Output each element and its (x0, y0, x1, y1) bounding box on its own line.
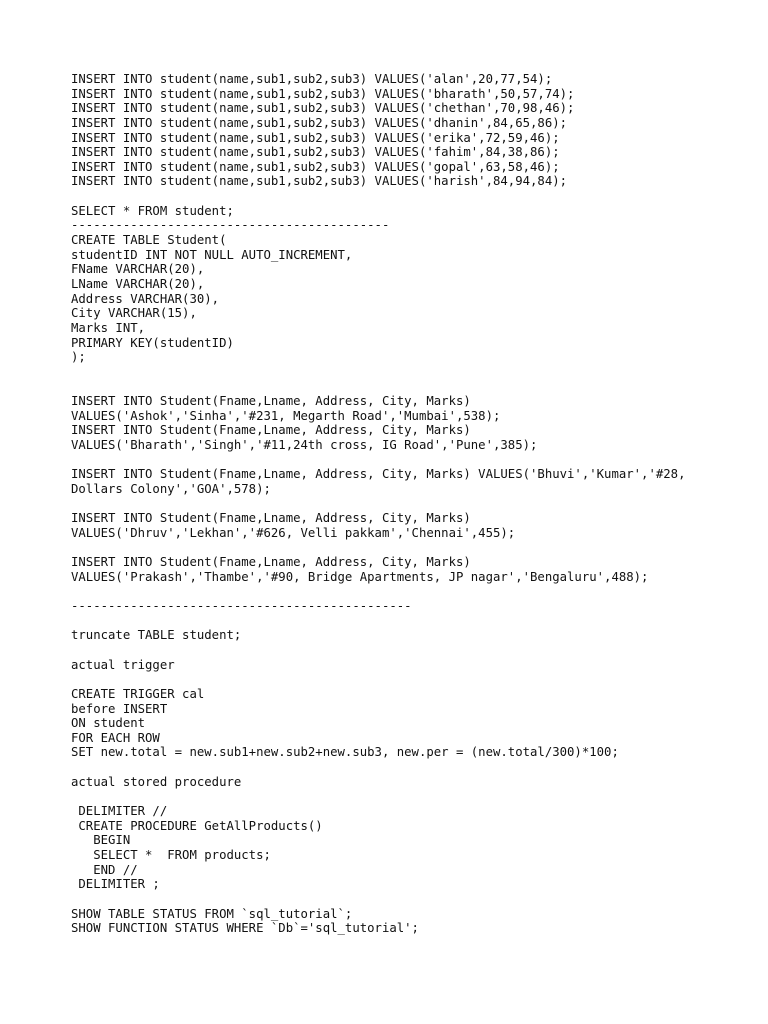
code-line: INSERT INTO student(name,sub1,sub2,sub3) VALUES('dhanin',84,65,86); (71, 115, 568, 130)
code-line: FName VARCHAR(20), (71, 262, 205, 277)
code-line: City VARCHAR(15), (71, 306, 197, 321)
code-line: INSERT INTO Student(Fname,Lname, Address, City, Marks) (71, 555, 471, 570)
code-line: INSERT INTO student(name,sub1,sub2,sub3) VALUES('harish',84,94,84); (71, 174, 568, 189)
code-line: ON student (71, 716, 146, 731)
code-line: before INSERT (71, 701, 168, 716)
code-line: VALUES('Dhruv','Lekhan','#626, Velli pakkam','Chennai',455); (71, 525, 516, 540)
code-line: Dollars Colony','GOA',578); (71, 481, 271, 496)
blank-line (71, 789, 751, 804)
code-line: ---------------------------------------------- (71, 599, 412, 614)
code-line: LName VARCHAR(20), (71, 276, 205, 291)
code-line: actual stored procedure (71, 774, 242, 789)
code-line: Marks INT, (71, 320, 146, 335)
blank-line (71, 497, 751, 512)
code-line: SET new.total = new.sub1+new.sub2+new.sub3, new.per = (new.total/300)*100; (71, 745, 619, 760)
code-line: DELIMITER // (71, 804, 168, 819)
code-line: INSERT INTO Student(Fname,Lname, Address, City, Marks) VALUES('Bhuvi','Kumar','#28, (71, 467, 686, 482)
code-line: truncate TABLE student; (71, 628, 242, 643)
code-line: INSERT INTO Student(Fname,Lname, Address, City, Marks) (71, 423, 471, 438)
code-line: INSERT INTO student(name,sub1,sub2,sub3) VALUES('erika',72,59,46); (71, 130, 560, 145)
code-line: FOR EACH ROW (71, 730, 160, 745)
code-line: CREATE TABLE Student( (71, 233, 227, 248)
blank-line (71, 453, 751, 468)
code-line: VALUES('Ashok','Sinha','#231, Megarth Road','Mumbai',538); (71, 408, 501, 423)
code-line: Address VARCHAR(30), (71, 291, 220, 306)
code-line: SHOW TABLE STATUS FROM `sql_tutorial`; (71, 906, 353, 921)
code-line: studentID INT NOT NULL AUTO_INCREMENT, (71, 247, 353, 262)
code-line: VALUES('Bharath','Singh','#11,24th cross, IG Road','Pune',385); (71, 438, 538, 453)
code-line: INSERT INTO student(name,sub1,sub2,sub3) VALUES('gopal',63,58,46); (71, 159, 560, 174)
code-line: CREATE PROCEDURE GetAllProducts() (71, 818, 323, 833)
blank-line (71, 365, 751, 380)
blank-line (71, 541, 751, 556)
blank-line (71, 672, 751, 687)
code-line: SELECT * FROM student; (71, 203, 234, 218)
code-line: INSERT INTO student(name,sub1,sub2,sub3) VALUES('bharath',50,57,74); (71, 86, 575, 101)
code-line: SELECT * FROM products; (71, 847, 271, 862)
code-line: INSERT INTO Student(Fname,Lname, Address, City, Marks) (71, 394, 471, 409)
code-line: SHOW FUNCTION STATUS WHERE `Db`='sql_tutorial'; (71, 921, 419, 936)
code-line: ------------------------------------------- (71, 218, 390, 233)
code-line: VALUES('Prakash','Thambe','#90, Bridge Apartments, JP nagar','Bengaluru',488); (71, 569, 649, 584)
blank-line (71, 584, 751, 599)
code-line: CREATE TRIGGER cal (71, 686, 205, 701)
blank-line (71, 643, 751, 658)
code-line: INSERT INTO Student(Fname,Lname, Address, City, Marks) (71, 511, 471, 526)
blank-line (71, 614, 751, 629)
code-line: INSERT INTO student(name,sub1,sub2,sub3) VALUES('fahim',84,38,86); (71, 145, 560, 160)
blank-line (71, 189, 751, 204)
blank-line (71, 892, 751, 907)
code-line: INSERT INTO student(name,sub1,sub2,sub3) VALUES('chethan',70,98,46); (71, 101, 575, 116)
code-line: INSERT INTO student(name,sub1,sub2,sub3) VALUES('alan',20,77,54); (71, 72, 553, 86)
code-line: PRIMARY KEY(studentID) (71, 335, 234, 350)
code-line: ); (71, 350, 86, 365)
code-line: actual trigger (71, 657, 175, 672)
document-page (71, 72, 751, 936)
code-line: DELIMITER ; (71, 877, 160, 892)
code-line: BEGIN (71, 833, 131, 848)
code-line: END // (71, 862, 138, 877)
blank-line (71, 379, 751, 394)
blank-line (71, 760, 751, 775)
